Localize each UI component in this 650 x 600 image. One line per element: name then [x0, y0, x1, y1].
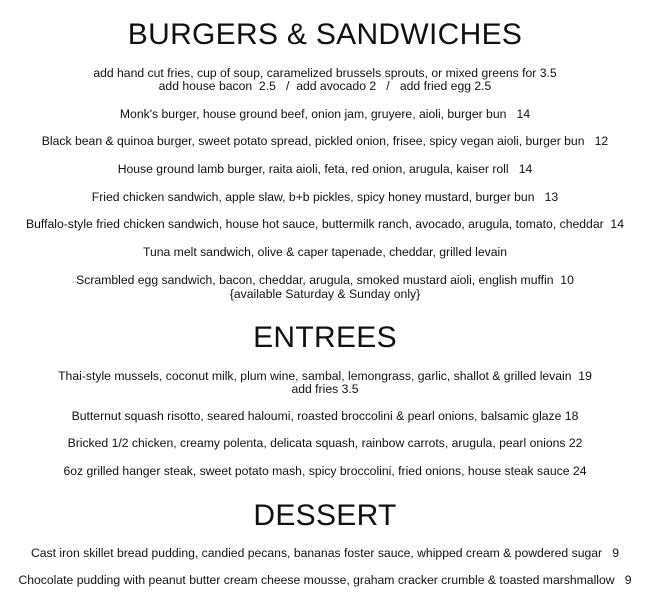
- menu-item-chocolate-pudding: Chocolate pudding with peanut butter cream cheese mousse, graham cracker crumble & toasted marshmallow 9: [18, 573, 632, 587]
- burgers-addons-line1: add hand cut fries, cup of soup, caramelized brussels sprouts, or mixed greens for 3.5: [93, 66, 557, 80]
- menu-item-lamb-burger: House ground lamb burger, raita aioli, feta, red onion, arugula, kaiser roll 14: [117, 162, 533, 176]
- section-title-entrees: ENTREES: [253, 321, 397, 354]
- burgers-addons-line2: add house bacon 2.5 / add avocado 2 / add fried egg 2.5: [158, 79, 492, 93]
- menu-item-thai-mussels: Thai-style mussels, coconut milk, plum wine, sambal, lemongrass, garlic, shallot & grilled levain 19: [58, 369, 592, 383]
- menu-item-scrambled-egg-sandwich: Scrambled egg sandwich, bacon, cheddar, arugula, smoked mustard aioli, english muffin 10: [76, 273, 574, 287]
- section-title-burgers: BURGERS & SANDWICHES: [127, 18, 523, 51]
- menu-item-bread-pudding: Cast iron skillet bread pudding, candied pecans, bananas foster sauce, whipped cream & powdered sugar 9: [30, 546, 620, 560]
- menu-item-black-bean-burger: Black bean & quinoa burger, sweet potato spread, pickled onion, frisee, spicy vegan aioli, burger bun 12: [41, 134, 609, 148]
- weekend-availability-note: {available Saturday & Sunday only}: [229, 287, 421, 301]
- section-title-dessert: DESSERT: [253, 499, 397, 532]
- menu-item-fried-chicken-sandwich: Fried chicken sandwich, apple slaw, b+b pickles, spicy honey mustard, burger bun 13: [91, 190, 559, 204]
- menu-item-tuna-melt: Tuna melt sandwich, olive & caper tapenade, cheddar, grilled levain: [142, 245, 508, 259]
- menu-item-squash-risotto: Butternut squash risotto, seared haloumi, roasted broccolini & pearl onions, balsamic glaze 18: [71, 409, 579, 423]
- menu-item-bricked-chicken: Bricked 1/2 chicken, creamy polenta, delicata squash, rainbow carrots, arugula, pearl onions 22: [67, 436, 583, 450]
- mussels-addon: add fries 3.5: [291, 382, 359, 396]
- menu-item-buffalo-chicken-sandwich: Buffalo-style fried chicken sandwich, house hot sauce, buttermilk ranch, avocado, arugula, tomato, cheddar 14: [26, 217, 624, 231]
- menu-item-hanger-steak: 6oz grilled hanger steak, sweet potato mash, spicy broccolini, fried onions, house steak sauce 24: [63, 464, 587, 478]
- menu-item-monks-burger: Monk's burger, house ground beef, onion jam, gruyere, aioli, burger bun 14: [119, 107, 531, 121]
